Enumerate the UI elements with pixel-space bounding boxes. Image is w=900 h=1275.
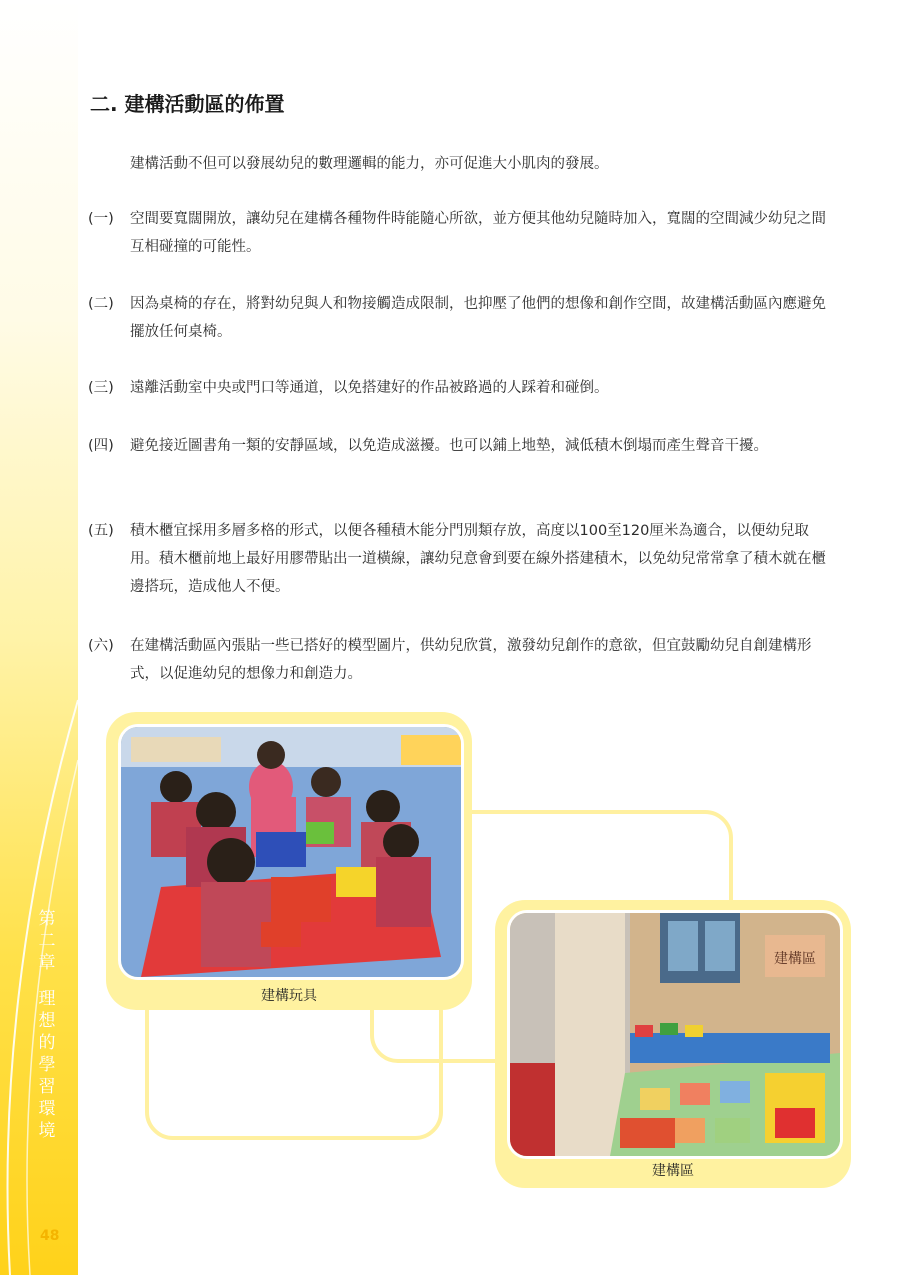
building-area-illustration [510,913,840,1156]
list-item-text: 在建構活動區內張貼一些已搭好的模型圖片，供幼兒欣賞，激發幼兒創作的意欲，但宜鼓勵幼兒自創建構形式，以促進幼兒的想像力和創造力。 [130,638,812,682]
list-item [88,374,828,402]
list-item-number: (二) [88,296,114,312]
list-item [88,432,828,460]
list-item-number: (六) [88,638,114,654]
list-item [88,290,828,346]
children-with-blocks-illustration [121,727,461,977]
list-item-text: 積木櫃宜採用多層多格的形式，以便各種積木能分門別類存放，高度以100至120厘米為適合，以便幼兒取用。積木櫃前地上最好用膠帶貼出一道橫線，讓幼兒意會到要在線外搭建積木，以免幼兒常常拿了積木就在櫃邊搭玩，造成他人不便。 [130,523,826,595]
intro-paragraph: 建構活動不但可以發展幼兒的數理邏輯的能力，亦可促進大小肌肉的發展。 [130,156,609,172]
list-item-text: 避免接近圖書角一類的安靜區域，以免造成滋擾。也可以鋪上地墊，減低積木倒塌而產生聲音干擾。 [130,438,768,454]
list-item [88,517,828,601]
chapter-char: 學 [38,1055,56,1075]
list-item-text: 因為桌椅的存在，將對幼兒與人和物接觸造成限制，也抑壓了他們的想像和創作空間，故建構活動區內應避免擺放任何桌椅。 [130,296,826,340]
list-item-number: (一) [88,211,114,227]
list-item-number: (五) [88,523,114,539]
chapter-char: 境 [38,1121,56,1141]
chapter-char: 第 [38,909,56,929]
list-item-number: (四) [88,438,114,454]
photo-caption: 建構區 [652,1163,694,1179]
chapter-char: 想 [38,1011,56,1031]
chapter-char: 二 [38,931,56,951]
area-sign-text: 建構區 [774,951,816,967]
list-item [88,205,828,261]
section-heading: 二. 建構活動區的佈置 [90,92,285,116]
list-item-text: 遠離活動室中央或門口等通道，以免搭建好的作品被路過的人踩着和碰倒。 [130,380,609,396]
photo-building-area [507,910,843,1159]
page-number: 48 [40,1228,60,1244]
chapter-char: 章 [38,953,56,973]
list-item-text: 空間要寬闊開放，讓幼兒在建構各種物件時能隨心所欲，並方便其他幼兒隨時加入，寬闊的空間減少幼兒之間互相碰撞的可能性。 [130,211,826,255]
chapter-label [36,908,58,1142]
chapter-char: 習 [38,1077,56,1097]
list-item-number: (三) [88,380,114,396]
chapter-char: 環 [38,1099,56,1119]
chapter-char: 的 [38,1033,56,1053]
photo-building-toys [118,724,464,980]
photo-caption: 建構玩具 [261,988,317,1004]
list-item [88,632,828,688]
chapter-char: 理 [38,989,56,1009]
